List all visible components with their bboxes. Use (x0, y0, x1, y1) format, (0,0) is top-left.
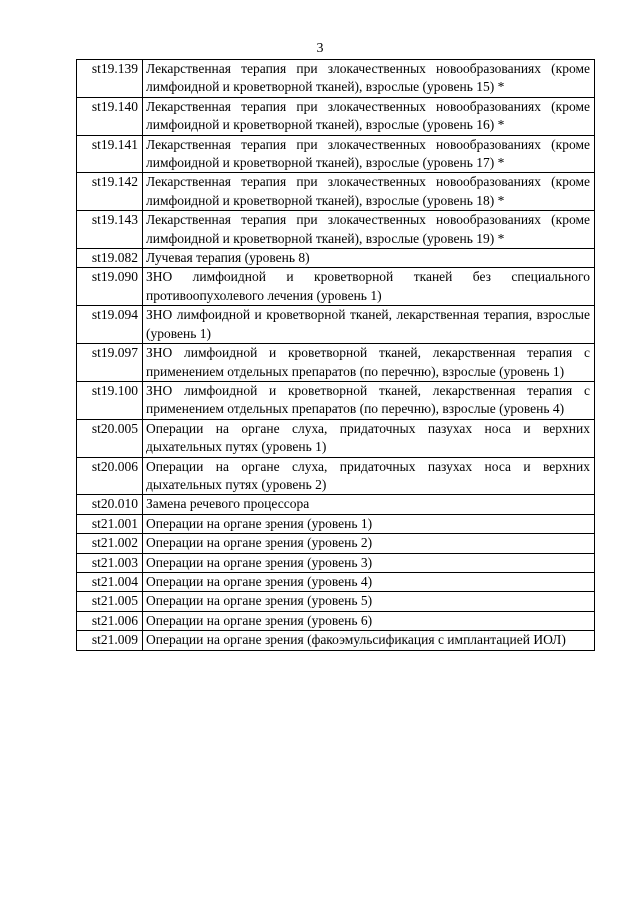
row-code: st19.100 (77, 381, 143, 419)
table-row (77, 495, 595, 514)
codes-table-body (77, 60, 595, 651)
row-description: ЗНО лимфоидной и кроветворной тканей, лекарственная терапия с применением отдельных препаратов (по перечню), взрослые (уровень 1) (143, 344, 595, 382)
table-row (77, 553, 595, 572)
table-row (77, 306, 595, 344)
table-row (77, 592, 595, 611)
row-description: Операции на органе зрения (уровень 4) (143, 572, 595, 591)
row-description: Лекарственная терапия при злокачественных новообразованиях (кроме лимфоидной и кроветворной тканей), взрослые (уровень 16) * (143, 97, 595, 135)
row-code: st19.090 (77, 268, 143, 306)
row-description: Операции на органе слуха, придаточных пазухах носа и верхних дыхательных путях (уровень 1) (143, 419, 595, 457)
table-row (77, 419, 595, 457)
row-description: Лекарственная терапия при злокачественных новообразованиях (кроме лимфоидной и кроветворной тканей), взрослые (уровень 15) * (143, 60, 595, 98)
table-row (77, 97, 595, 135)
row-code: st19.141 (77, 135, 143, 173)
row-description: Операции на органе слуха, придаточных пазухах носа и верхних дыхательных путях (уровень 2) (143, 457, 595, 495)
table-row (77, 173, 595, 211)
row-description: Лучевая терапия (уровень 8) (143, 249, 595, 268)
row-code: st21.003 (77, 553, 143, 572)
row-description: ЗНО лимфоидной и кроветворной тканей, лекарственная терапия с применением отдельных препаратов (по перечню), взрослые (уровень 4) (143, 381, 595, 419)
table-row (77, 268, 595, 306)
row-code: st19.082 (77, 249, 143, 268)
row-description: Лекарственная терапия при злокачественных новообразованиях (кроме лимфоидной и кроветворной тканей), взрослые (уровень 17) * (143, 135, 595, 173)
row-description: Операции на органе зрения (уровень 6) (143, 611, 595, 630)
table-row (77, 344, 595, 382)
row-code: st21.006 (77, 611, 143, 630)
row-code: st21.002 (77, 534, 143, 553)
row-code: st20.010 (77, 495, 143, 514)
row-description: Операции на органе зрения (уровень 2) (143, 534, 595, 553)
row-description: Операции на органе зрения (уровень 1) (143, 514, 595, 533)
row-code: st19.143 (77, 211, 143, 249)
row-code: st19.094 (77, 306, 143, 344)
row-code: st19.142 (77, 173, 143, 211)
table-row (77, 381, 595, 419)
table-row (77, 534, 595, 553)
table-row (77, 631, 595, 650)
row-description: ЗНО лимфоидной и кроветворной тканей без специального противоопухолевого лечения (уровень 1) (143, 268, 595, 306)
row-code: st21.005 (77, 592, 143, 611)
table-row (77, 211, 595, 249)
table-row (77, 514, 595, 533)
table-row (77, 249, 595, 268)
row-description: Операции на органе зрения (факоэмульсификация с имплантацией ИОЛ) (143, 631, 595, 650)
row-description: Операции на органе зрения (уровень 3) (143, 553, 595, 572)
row-description: Замена речевого процессора (143, 495, 595, 514)
row-code: st21.009 (77, 631, 143, 650)
table-row (77, 611, 595, 630)
row-description: Лекарственная терапия при злокачественных новообразованиях (кроме лимфоидной и кроветворной тканей), взрослые (уровень 19) * (143, 211, 595, 249)
codes-table (76, 59, 595, 651)
row-code: st19.097 (77, 344, 143, 382)
table-row (77, 457, 595, 495)
row-code: st19.140 (77, 97, 143, 135)
row-code: st19.139 (77, 60, 143, 98)
table-row (77, 572, 595, 591)
row-code: st20.006 (77, 457, 143, 495)
table-row (77, 135, 595, 173)
row-code: st21.001 (77, 514, 143, 533)
row-description: Лекарственная терапия при злокачественных новообразованиях (кроме лимфоидной и кроветворной тканей), взрослые (уровень 18) * (143, 173, 595, 211)
row-code: st21.004 (77, 572, 143, 591)
table-row (77, 60, 595, 98)
row-description: ЗНО лимфоидной и кроветворной тканей, лекарственная терапия, взрослые (уровень 1) (143, 306, 595, 344)
page-number: 3 (316, 41, 324, 56)
row-code: st20.005 (77, 419, 143, 457)
row-description: Операции на органе зрения (уровень 5) (143, 592, 595, 611)
